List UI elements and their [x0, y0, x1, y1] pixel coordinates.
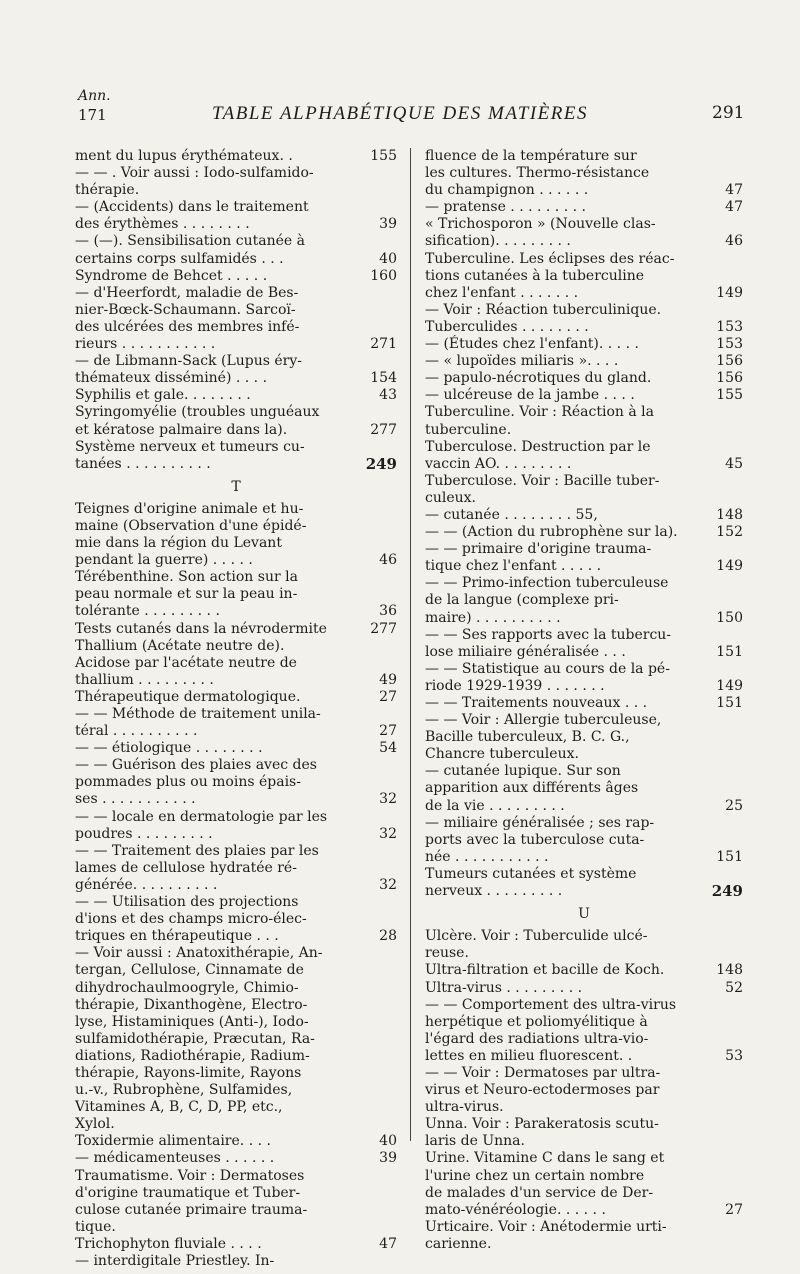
index-entry: [425, 353, 743, 370]
entry-line: — — Voir : Allergie tuberculeuse,: [425, 712, 662, 729]
entry-line: Traumatisme. Voir : Dermatoses: [75, 1167, 305, 1184]
entry-line: — — Statistique au cours de la pé-: [425, 660, 670, 677]
entry-line: poudres . . . . . . . . .: [75, 825, 213, 842]
entry-page-number: 153: [716, 318, 743, 335]
index-entry: [75, 387, 397, 404]
entry-line: Tests cutanés dans la névrodermite: [75, 620, 327, 637]
index-entry: [425, 541, 743, 575]
entry-line: — cutanée lupique. Sur son: [425, 763, 621, 780]
entry-line: tanées . . . . . . . . . .: [75, 455, 211, 472]
entry-line: lettes en milieu fluorescent. .: [425, 1047, 633, 1064]
index-entry: [425, 473, 743, 507]
page-title: TABLE ALPHABÉTIQUE DES MATIÈRES: [212, 103, 588, 124]
entry-page-number: 155: [370, 148, 397, 164]
index-entry: [75, 706, 397, 740]
index-entry: [75, 569, 397, 620]
index-entry: [75, 439, 397, 473]
entry-page-number: 151: [716, 848, 743, 865]
entry-line: dihydrochaulmoogryle, Chimio-: [75, 979, 299, 996]
entry-line: triques en thérapeutique . . .: [75, 928, 279, 945]
entry-line: Tuberculides . . . . . . . .: [425, 318, 589, 335]
entry-page-number: 148: [716, 962, 743, 979]
entry-line: maire) . . . . . . . . . .: [425, 609, 561, 626]
index-entry: [425, 712, 743, 763]
entry-line: tuberculine.: [425, 421, 512, 438]
entry-line: l'égard des radiations ultra-vio-: [425, 1030, 649, 1047]
entry-line: — (—). Sensibilisation cutanée à: [75, 233, 305, 250]
entry-page-number: 153: [716, 336, 743, 353]
entry-line: Toxidermie alimentaire. . . .: [75, 1133, 271, 1150]
entry-line: — Voir : Réaction tuberculinique.: [425, 301, 662, 318]
entry-line: laris de Unna.: [425, 1133, 525, 1150]
entry-line: — — Guérison des plaies avec des: [75, 757, 317, 774]
entry-line: téral . . . . . . . . . .: [75, 723, 198, 740]
index-entry: [425, 661, 743, 695]
entry-line: des érythèmes . . . . . . . .: [75, 216, 250, 233]
index-entry: [425, 1116, 743, 1150]
entry-line: Tuberculine. Voir : Réaction à la: [425, 404, 654, 421]
index-entry: [425, 575, 743, 626]
entry-line: tolérante . . . . . . . . .: [75, 603, 220, 620]
index-entry: [75, 199, 397, 233]
index-entry: [425, 199, 743, 216]
index-entry: [75, 1150, 397, 1167]
entry-page-number: 27: [379, 723, 397, 740]
entry-line: — — locale en dermatologie par les: [75, 808, 328, 825]
entry-line: Unna. Voir : Parakeratosis scutu-: [425, 1116, 659, 1133]
index-entry: [425, 336, 743, 353]
index-entry: [425, 866, 743, 900]
entry-line: maine (Observation d'une épidé-: [75, 517, 307, 534]
entry-line: lyse, Histaminiques (Anti-), Iodo-: [75, 1013, 309, 1030]
entry-page-number: 151: [716, 695, 743, 711]
index-entry: [425, 148, 743, 199]
index-entry: [75, 165, 397, 199]
entry-page-number: 28: [379, 928, 397, 945]
entry-line: nerveux . . . . . . . . .: [425, 883, 563, 900]
index-entry: [75, 1133, 397, 1150]
entry-line: — d'Heerfordt, maladie de Bes-: [75, 284, 299, 301]
entry-line: ment du lupus érythémateux. .: [75, 148, 293, 164]
entry-line: d'ions et des champs micro-élec-: [75, 911, 307, 928]
entry-line: l'urine chez un certain nombre: [425, 1167, 645, 1184]
entry-line: — interdigitale Priestley. In-: [75, 1253, 275, 1269]
entry-line: — papulo-nécrotiques du gland.: [425, 370, 652, 387]
entry-page-number: 45: [725, 455, 743, 472]
entry-page-number: 27: [725, 1201, 743, 1218]
entry-page-number: 152: [716, 524, 743, 541]
index-entry: [425, 627, 743, 661]
index-entry: [75, 233, 397, 267]
entry-line: — — Traitement des plaies par les: [75, 842, 319, 859]
index-entry: [425, 1219, 743, 1253]
index-entry: [425, 251, 743, 302]
index-entry: [425, 319, 743, 336]
entry-page-number: 47: [725, 182, 743, 199]
entry-line: fluence de la température sur: [425, 148, 637, 164]
index-entry: [75, 843, 397, 894]
column-left: [75, 148, 397, 1270]
entry-line: Tumeurs cutanées et système: [425, 865, 637, 882]
entry-line: de la vie . . . . . . . . .: [425, 797, 565, 814]
entry-page-number: 54: [379, 740, 397, 757]
entry-line: — — . Voir aussi : Iodo-sulfamido-: [75, 165, 314, 182]
index-entry: [75, 638, 397, 689]
entry-line: Urticaire. Voir : Anétodermie urti-: [425, 1218, 667, 1235]
running-head-journal: Ann.: [78, 88, 111, 104]
entry-line: sification). . . . . . . . .: [425, 233, 571, 250]
entry-line: d'origine traumatique et Tuber-: [75, 1184, 301, 1201]
entry-page-number: 151: [716, 643, 743, 660]
index-entry: [425, 763, 743, 814]
entry-line: vaccin AO. . . . . . . . .: [425, 455, 572, 472]
entry-line: Vitamines A, B, C, D, PP, etc.,: [75, 1099, 283, 1116]
index-entry: [425, 216, 743, 250]
index-entry: [425, 962, 743, 979]
entry-line: lose miliaire généralisée . . .: [425, 643, 626, 660]
entry-line: diations, Radiothérapie, Radium-: [75, 1047, 310, 1064]
entry-page-number: 53: [725, 1047, 743, 1064]
index-entry: [75, 285, 397, 353]
entry-line: mie dans la région du Levant: [75, 535, 282, 552]
entry-line: culose cutanée primaire trauma-: [75, 1201, 308, 1218]
entry-line: — (Accidents) dans le traitement: [75, 199, 309, 216]
entry-line: — (Études chez l'enfant). . . . .: [425, 336, 639, 353]
entry-page-number: 36: [379, 603, 397, 620]
entry-line: culeux.: [425, 489, 476, 506]
entry-line: ses . . . . . . . . . . .: [75, 791, 196, 808]
index-entry: [75, 353, 397, 387]
index-entry: [425, 997, 743, 1065]
entry-page-number: 49: [379, 671, 397, 688]
entry-line: — — primaire d'origine trauma-: [425, 541, 652, 558]
entry-line: nier-Bœck-Schaumann. Sarcoï-: [75, 301, 296, 318]
running-head-volume: 171: [78, 106, 107, 124]
entry-line: — — Traitements nouveaux . . .: [425, 695, 648, 711]
entry-line: Térébenthine. Son action sur la: [75, 569, 298, 586]
entry-line: peau normale et sur la peau in-: [75, 586, 298, 603]
entry-line: Système nerveux et tumeurs cu-: [75, 438, 305, 455]
entry-page-number: 32: [379, 791, 397, 808]
index-entry: [425, 404, 743, 438]
entry-page-number: 39: [379, 1150, 397, 1167]
entry-line: Ulcère. Voir : Tuberculide ulcé-: [425, 928, 648, 945]
index-entry: [75, 1168, 397, 1236]
entry-line: — cutanée . . . . . . . . 55,: [425, 506, 598, 523]
entry-page-number: 46: [379, 552, 397, 569]
entry-line: — « lupoïdes miliaris ». . . .: [425, 353, 619, 370]
entry-page-number: 47: [725, 199, 743, 216]
entry-page-number: 40: [379, 250, 397, 267]
entry-line: rieurs . . . . . . . . . . .: [75, 336, 216, 353]
entry-line: Xylol.: [75, 1116, 115, 1133]
entry-page-number: 25: [725, 797, 743, 814]
entry-page-number: 249: [711, 882, 743, 901]
index-entry: [75, 809, 397, 843]
entry-page-number: 271: [370, 336, 397, 353]
index-entry: [425, 928, 743, 962]
entry-line: — — Primo-infection tuberculeuse: [425, 575, 669, 592]
entry-page-number: 277: [370, 620, 397, 637]
entry-line: née . . . . . . . . . . .: [425, 848, 549, 865]
index-entry: [425, 1065, 743, 1116]
entry-page-number: 46: [725, 233, 743, 250]
entry-line: tique.: [75, 1218, 116, 1235]
index-entry: [75, 621, 397, 638]
entry-page-number: 39: [379, 216, 397, 233]
index-entry: [425, 302, 743, 319]
index-entry: [425, 507, 743, 524]
entry-line: tique chez l'enfant . . . . .: [425, 558, 602, 575]
entry-line: Acidose par l'acétate neutre de: [75, 654, 297, 671]
entry-line: — ulcéreuse de la jambe . . . .: [425, 387, 635, 404]
entry-page-number: 150: [716, 609, 743, 626]
entry-line: certains corps sulfamidés . . .: [75, 250, 284, 267]
entry-line: et kératose palmaire dans la).: [75, 421, 288, 438]
entry-line: Thérapeutique dermatologique.: [75, 688, 301, 705]
entry-line: virus et Neuro-ectodermoses par: [425, 1082, 660, 1099]
entry-page-number: 249: [365, 454, 397, 473]
entry-line: pendant la guerre) . . . . .: [75, 552, 253, 569]
entry-line: chez l'enfant . . . . . . .: [425, 284, 579, 301]
section-letter: T: [231, 478, 241, 495]
index-entry: [425, 980, 743, 997]
index-entry: [425, 524, 743, 541]
entry-line: générée. . . . . . . . . .: [75, 876, 218, 893]
entry-line: Tuberculine. Les éclipses des réac-: [425, 250, 675, 267]
entry-page-number: 277: [370, 421, 397, 438]
index-entry: [75, 945, 397, 1133]
index-entry: [75, 501, 397, 569]
entry-line: thérapie.: [75, 182, 140, 199]
entry-line: herpétique et poliomyélitique à: [425, 1013, 648, 1030]
entry-page-number: 43: [379, 387, 397, 404]
entry-line: thémateux disséminé) . . . .: [75, 370, 268, 387]
entry-line: sulfamidothérapie, Præcutan, Ra-: [75, 1030, 315, 1047]
entry-line: — Voir aussi : Anatoxithérapie, An-: [75, 945, 323, 962]
entry-line: des ulcérées des membres infé-: [75, 318, 300, 335]
index-entry: [425, 439, 743, 473]
entry-line: du champignon . . . . . .: [425, 182, 589, 199]
index-entry: [425, 1150, 743, 1218]
entry-line: — miliaire généralisée ; ses rap-: [425, 814, 655, 831]
entry-page-number: 47: [379, 1235, 397, 1252]
entry-line: — — Ses rapports avec la tubercu-: [425, 626, 672, 643]
entry-line: pommades plus ou moins épais-: [75, 774, 301, 791]
entry-line: de la langue (complexe pri-: [425, 592, 619, 609]
entry-line: thallium . . . . . . . . .: [75, 671, 214, 688]
index-entry: [75, 404, 397, 438]
entry-line: — — Utilisation des projections: [75, 894, 299, 911]
entry-page-number: 52: [725, 979, 743, 996]
index-entry: [425, 815, 743, 866]
entry-page-number: 32: [379, 876, 397, 893]
entry-line: lames de cellulose hydratée ré-: [75, 859, 297, 876]
entry-line: u.-v., Rubrophène, Sulfamides,: [75, 1082, 293, 1099]
index-entry: [75, 268, 397, 285]
entry-line: — médicamenteuses . . . . . .: [75, 1150, 275, 1167]
entry-line: Trichophyton fluviale . . . .: [75, 1235, 262, 1252]
entry-line: Teignes d'origine animale et hu-: [75, 500, 304, 517]
entry-line: Syndrome de Behcet . . . . .: [75, 267, 268, 284]
index-entry: [425, 370, 743, 387]
entry-line: reuse.: [425, 945, 469, 962]
entry-page-number: 154: [370, 370, 397, 387]
entry-line: mato-vénéréologie. . . . . .: [425, 1201, 606, 1218]
entry-line: Chancre tuberculeux.: [425, 746, 579, 763]
entry-line: Thallium (Acétate neutre de).: [75, 637, 285, 654]
entry-line: carienne.: [425, 1235, 492, 1252]
entry-line: Ultra-virus . . . . . . . . .: [425, 979, 583, 996]
entry-page-number: 160: [370, 267, 397, 284]
entry-line: Urine. Vitamine C dans le sang et: [425, 1150, 665, 1167]
entry-page-number: 148: [716, 506, 743, 523]
entry-line: thérapie, Dixanthogène, Electro-: [75, 996, 308, 1013]
entry-line: ultra-virus.: [425, 1099, 504, 1116]
entry-line: — — Comportement des ultra-virus: [425, 996, 677, 1013]
entry-line: « Trichosporon » (Nouvelle clas-: [425, 216, 656, 233]
entry-line: Ultra-filtration et bacille de Koch.: [425, 962, 665, 979]
column-divider: [410, 148, 411, 1141]
index-entry: [75, 740, 397, 757]
entry-line: tions cutanées à la tuberculine: [425, 267, 645, 284]
entry-page-number: 149: [716, 677, 743, 694]
entry-page-number: 27: [379, 688, 397, 705]
page-number: 291: [712, 103, 745, 123]
entry-line: Syphilis et gale. . . . . . . .: [75, 387, 251, 404]
entry-line: thérapie, Rayons-limite, Rayons: [75, 1064, 302, 1081]
entry-page-number: 155: [716, 387, 743, 404]
index-entry: [75, 1253, 397, 1270]
entry-line: — — Voir : Dermatoses par ultra-: [425, 1064, 661, 1081]
entry-line: — — Méthode de traitement unila-: [75, 706, 321, 722]
entry-page-number: 149: [716, 284, 743, 301]
entry-page-number: 32: [379, 825, 397, 842]
column-right: [425, 148, 743, 1253]
index-entry: [75, 1236, 397, 1253]
entry-line: riode 1929-1939 . . . . . . .: [425, 677, 605, 694]
index-entry: [425, 695, 743, 712]
entry-line: ports avec la tuberculose cuta-: [425, 831, 645, 848]
entry-page-number: 149: [716, 558, 743, 575]
entry-line: — — (Action du rubrophène sur la).: [425, 524, 678, 541]
index-entry: [425, 387, 743, 404]
index-entry: [75, 757, 397, 808]
entry-line: apparition aux différents âges: [425, 780, 639, 797]
entry-page-number: 40: [379, 1133, 397, 1150]
index-entry: [75, 894, 397, 945]
index-entry: [75, 148, 397, 165]
entry-line: Tuberculose. Voir : Bacille tuber-: [425, 472, 660, 489]
entry-line: — pratense . . . . . . . . .: [425, 199, 586, 216]
entry-line: — — étiologique . . . . . . . .: [75, 740, 263, 757]
section-letter: U: [578, 906, 590, 923]
entry-line: les cultures. Thermo-résistance: [425, 165, 650, 182]
entry-line: Syringomyélie (troubles unguéaux: [75, 404, 320, 421]
entry-page-number: 156: [716, 353, 743, 370]
entry-line: Bacille tuberculeux, B. C. G.,: [425, 729, 630, 746]
entry-line: de malades d'un service de Der-: [425, 1184, 654, 1201]
index-entry: [75, 689, 397, 706]
entry-line: Tuberculose. Destruction par le: [425, 438, 651, 455]
entry-page-number: 156: [716, 370, 743, 387]
entry-line: tergan, Cellulose, Cinnamate de: [75, 962, 304, 979]
entry-line: — de Libmann-Sack (Lupus éry-: [75, 353, 302, 370]
